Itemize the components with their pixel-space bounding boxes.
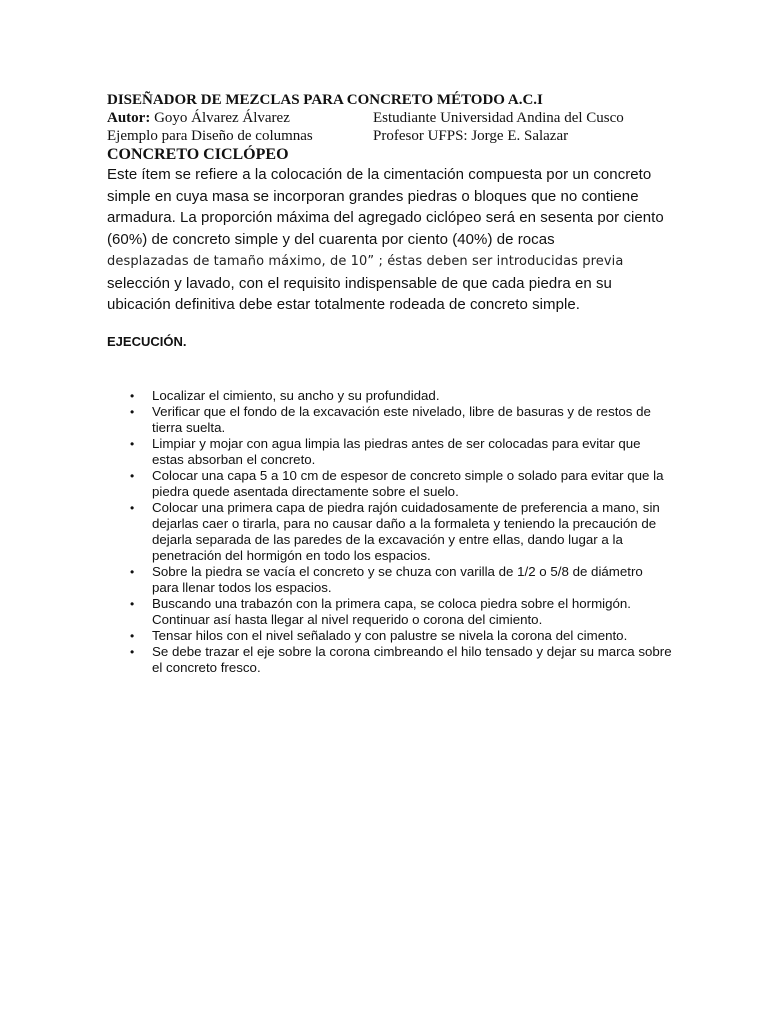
step-text: Localizar el cimiento, su ancho y su profundidad. bbox=[152, 387, 440, 403]
author-name: Goyo Álvarez Álvarez bbox=[150, 110, 290, 126]
bullet-icon: • bbox=[130, 404, 135, 419]
bullet-icon: • bbox=[130, 644, 135, 659]
meta-row-example bbox=[107, 127, 667, 145]
bullet-icon: • bbox=[130, 468, 135, 483]
intro-text-part1: Este ítem se refiere a la colocación de la cimentación compuesta por un concreto simple en cuya masa se incorporan grandes piedras o bloques que no contiene armadura. La proporción máxima del agregado ciclópeo será en sesenta por ciento (60%) de concreto simple y del cuarenta por ciento (40%) de rocas bbox=[107, 166, 664, 248]
list-item bbox=[107, 404, 672, 436]
bullet-icon: • bbox=[130, 388, 135, 403]
university-line: Estudiante Universidad Andina del Cusco bbox=[373, 110, 624, 126]
author-line bbox=[107, 109, 373, 127]
execution-heading: EJECUCIÓN. bbox=[107, 333, 187, 349]
list-item bbox=[107, 596, 672, 628]
author-label: Autor: bbox=[107, 110, 151, 126]
step-text: Buscando una trabazón con la primera capa, se coloca piedra sobre el hormigón. Continuar así hasta llegar al nivel requerido o corona del cimiento. bbox=[152, 595, 631, 627]
step-text: Tensar hilos con el nivel señalado y con palustre se nivela la corona del cimento. bbox=[152, 627, 628, 643]
professor-line: Profesor UFPS: Jorge E. Salazar bbox=[373, 128, 569, 144]
execution-steps-list bbox=[107, 387, 672, 676]
intro-text-part3: selección y lavado, con el requisito indispensable de que cada piedra en su ubicación definitiva debe estar totalmente rodeada de concreto simple. bbox=[107, 274, 612, 313]
example-line: Ejemplo para Diseño de columnas bbox=[107, 128, 313, 144]
bullet-icon: • bbox=[130, 596, 135, 611]
bullet-icon: • bbox=[130, 628, 135, 643]
document-title: DISEÑADOR DE MEZCLAS PARA CONCRETO MÉTODO A.C.I bbox=[107, 92, 543, 108]
bullet-icon: • bbox=[130, 564, 135, 579]
step-text: Colocar una capa 5 a 10 cm de espesor de concreto simple o solado para evitar que la piedra quede asentada directamente sobre el suelo. bbox=[152, 467, 664, 499]
step-text: Verificar que el fondo de la excavación este nivelado, libre de basuras y de restos de tierra suelta. bbox=[152, 403, 651, 435]
step-text: Colocar una primera capa de piedra rajón cuidadosamente de preferencia a mano, sin dejarlas caer o tirarla, para no causar daño a la formaleta y teniendo la precaución de dejarla separada de las paredes de la excavación y entre ellas, dando lugar a la penetración del hormigón en todo los espacios. bbox=[152, 499, 660, 563]
list-item bbox=[107, 644, 672, 676]
bullet-icon: • bbox=[130, 436, 135, 451]
list-item bbox=[107, 628, 672, 644]
list-item bbox=[107, 388, 672, 404]
step-text: Sobre la piedra se vacía el concreto y se chuza con varilla de 1/2 o 5/8 de diámetro para llenar todos los espacios. bbox=[152, 563, 643, 595]
step-text: Limpiar y mojar con agua limpia las piedras antes de ser colocadas para evitar que estas absorban el concreto. bbox=[152, 435, 641, 467]
list-item bbox=[107, 436, 672, 468]
list-item bbox=[107, 468, 672, 500]
list-item bbox=[107, 564, 672, 596]
step-text: Se debe trazar el eje sobre la corona cimbreando el hilo tensado y dejar su marca sobre el concreto fresco. bbox=[152, 643, 672, 675]
meta-row-author bbox=[107, 109, 667, 127]
document-page bbox=[107, 91, 672, 676]
intro-text-part2: desplazadas de tamaño máximo, de 10” ; éstas deben ser introducidas previa bbox=[107, 254, 624, 269]
list-item bbox=[107, 500, 672, 564]
intro-paragraph bbox=[107, 164, 667, 316]
section-title: CONCRETO CICLÓPEO bbox=[107, 146, 289, 163]
bullet-icon: • bbox=[130, 500, 135, 515]
